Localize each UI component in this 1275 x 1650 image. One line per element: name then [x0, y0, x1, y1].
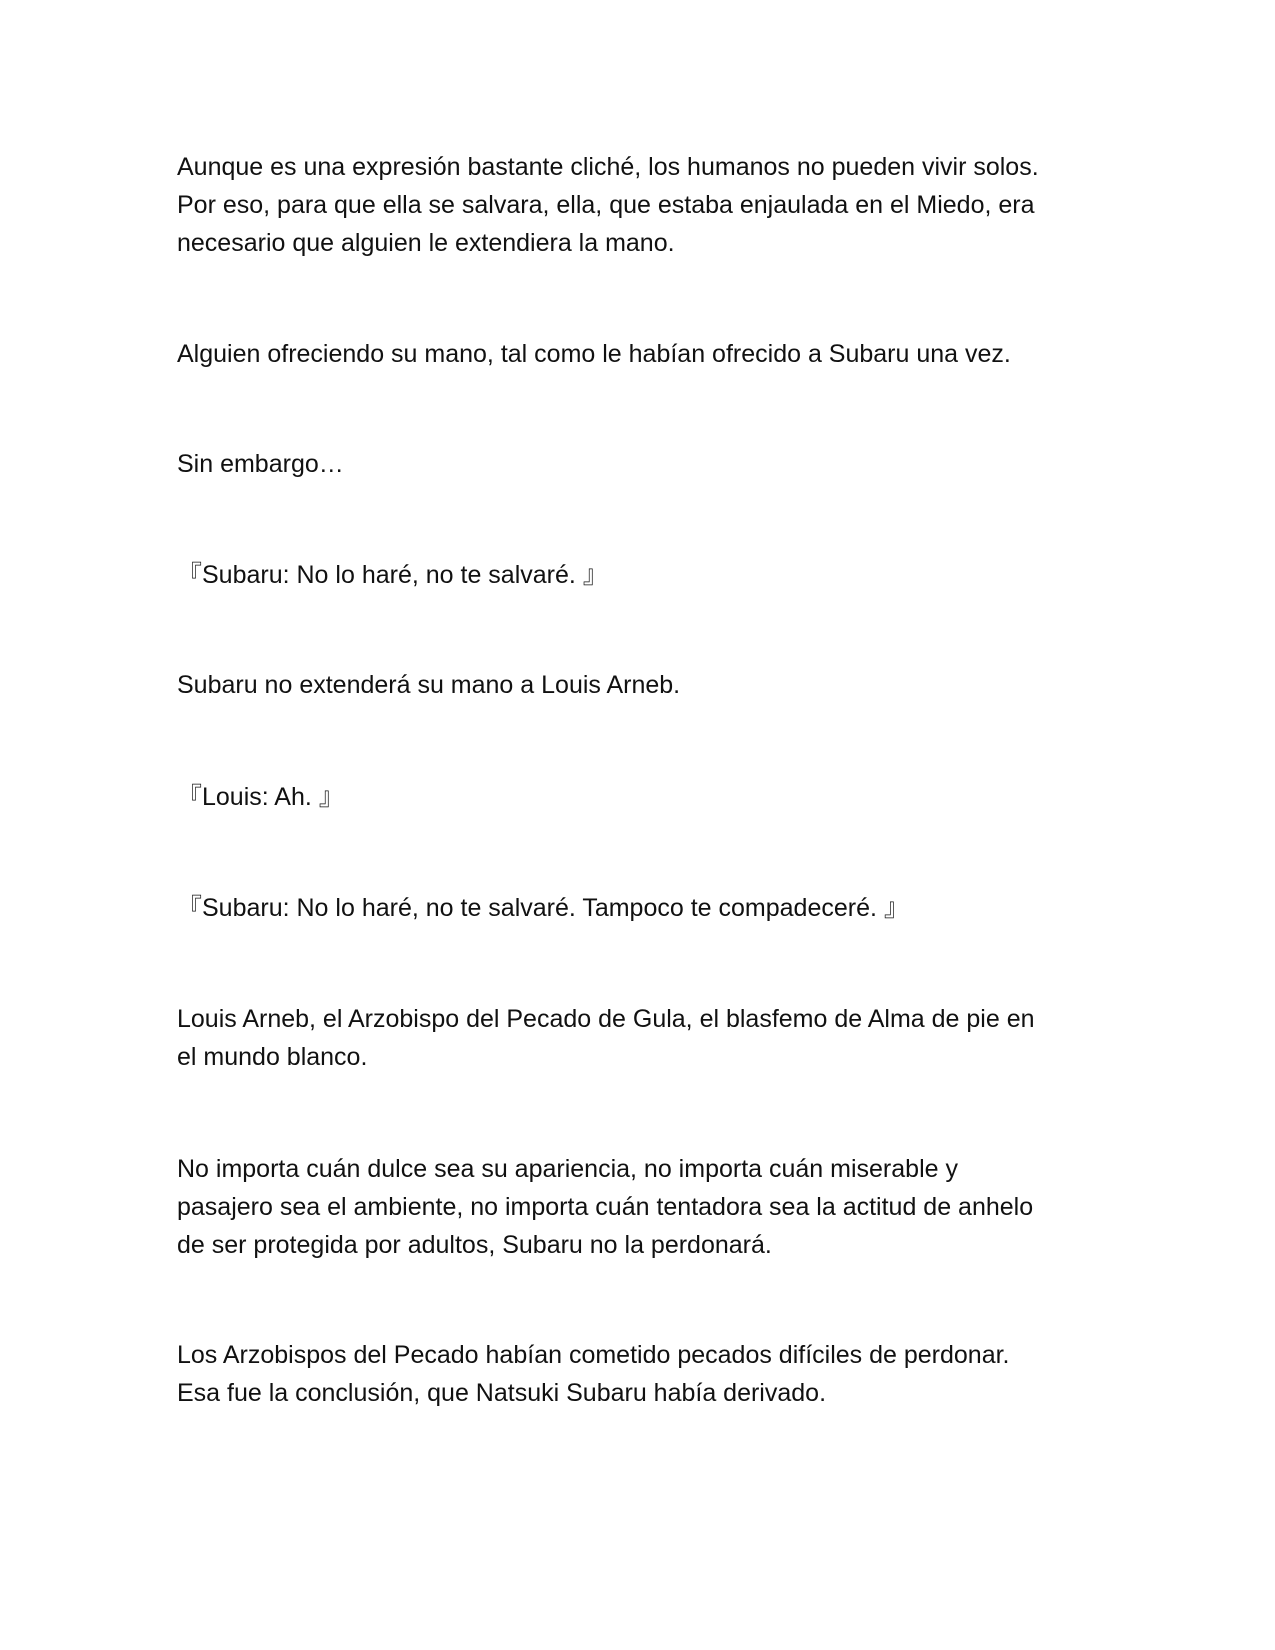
text-line: Alguien ofreciendo su mano, tal como le habían ofrecido a Subaru una vez. [177, 340, 1011, 368]
text-line: Los Arzobispos del Pecado habían cometido pecados difíciles de perdonar. [177, 1341, 1010, 1369]
paragraph-1 [177, 148, 1117, 262]
text-line: necesario que alguien le extendiera la mano. [177, 229, 675, 257]
text-line: Esa fue la conclusión, que Natsuki Subaru había derivado. [177, 1379, 827, 1407]
text-line: Sin embargo… [177, 450, 344, 478]
text-line: Louis Arneb, el Arzobispo del Pecado de Gula, el blasfemo de Alma de pie en [177, 1005, 1035, 1033]
dialogue-subaru-1 [177, 556, 1117, 594]
text-line: 『Subaru: No lo haré, no te salvaré. 』 [177, 561, 608, 589]
paragraph-8 [177, 1000, 1117, 1076]
paragraph-10 [177, 1336, 1117, 1412]
text-line: Aunque es una expresión bastante cliché, los humanos no pueden vivir solos. [177, 153, 1039, 181]
text-line: No importa cuán dulce sea su apariencia, no importa cuán miserable y [177, 1155, 958, 1183]
paragraph-9 [177, 1150, 1117, 1264]
text-line: el mundo blanco. [177, 1043, 368, 1071]
paragraph-2 [177, 335, 1117, 373]
text-line: pasajero sea el ambiente, no importa cuán tentadora sea la actitud de anhelo [177, 1193, 1034, 1221]
dialogue-subaru-2 [177, 889, 1117, 927]
text-line: 『Subaru: No lo haré, no te salvaré. Tampoco te compadeceré. 』 [177, 894, 909, 922]
paragraph-5 [177, 666, 1117, 704]
text-line: Subaru no extenderá su mano a Louis Arneb. [177, 671, 681, 699]
text-line: Por eso, para que ella se salvara, ella, que estaba enjaulada en el Miedo, era [177, 191, 1035, 219]
paragraph-3 [177, 445, 1117, 483]
text-line: 『Louis: Ah. 』 [177, 783, 344, 811]
dialogue-louis [177, 778, 1117, 816]
text-line: de ser protegida por adultos, Subaru no la perdonará. [177, 1231, 772, 1259]
